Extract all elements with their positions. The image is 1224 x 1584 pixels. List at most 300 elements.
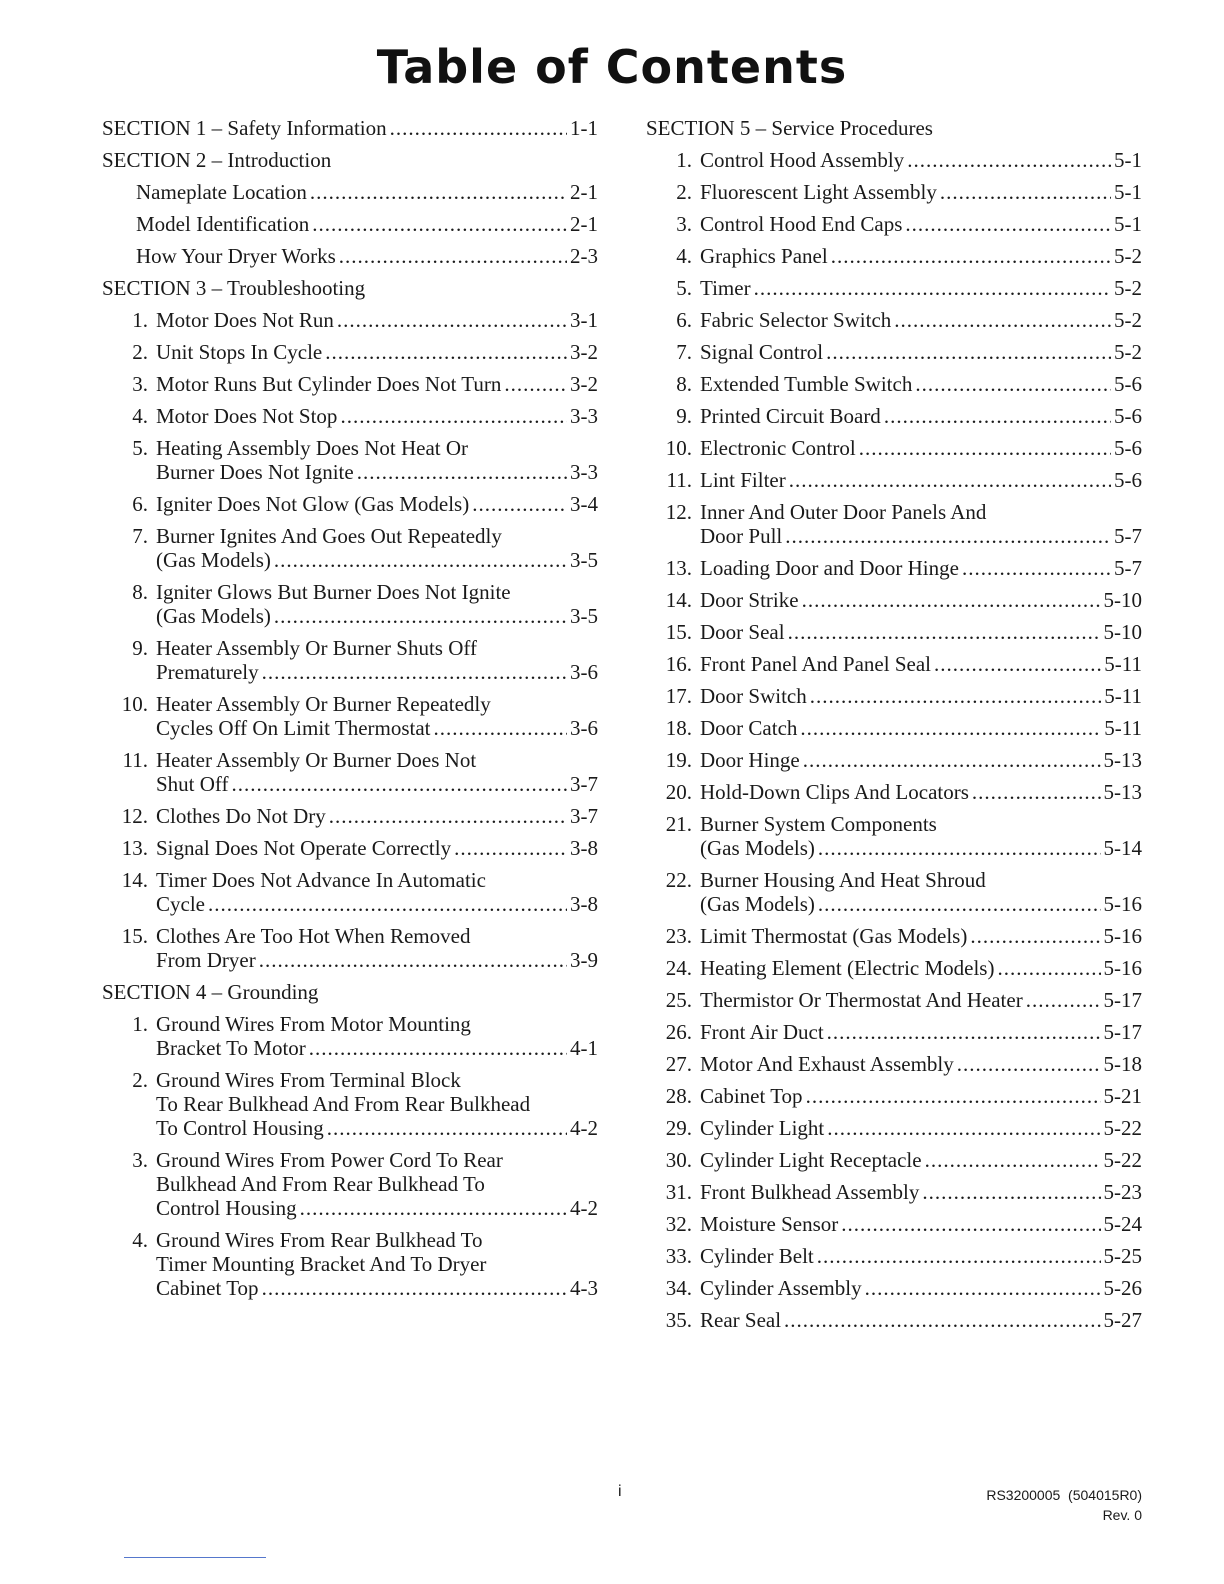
dot-leader [997,956,1100,980]
entry-number: 7. [132,524,148,548]
entry-title: To Control Housing [156,1116,324,1140]
entry-line [700,308,1142,332]
entry-title: Front Air Duct [700,1020,824,1044]
toc-entry[interactable] [646,244,1142,268]
dot-leader [922,1180,1100,1204]
entry-title: Heater Assembly Or Burner Repeatedly [156,692,491,716]
dot-leader [309,1036,567,1060]
toc-entry[interactable] [646,372,1142,396]
toc-entry[interactable] [646,812,1142,860]
entry-title: Timer [700,276,751,300]
entry-number: 8. [132,580,148,604]
page-ref: 5-1 [1114,212,1142,236]
page-ref: 5-7 [1114,524,1142,548]
entry-title: Timer Does Not Advance In Automatic [156,868,486,892]
entry-title: Front Panel And Panel Seal [700,652,931,676]
toc-entry[interactable] [646,1308,1142,1332]
dot-leader [970,924,1100,948]
toc-entry[interactable] [102,692,598,740]
entry-title: Burner System Components [700,812,937,836]
page-ref: 5-25 [1103,1244,1142,1268]
page-ref: 5-23 [1103,1180,1142,1204]
section-heading: SECTION 4 – Grounding [102,980,319,1004]
entry-line [700,684,1142,708]
entry-title: Clothes Are Too Hot When Removed [156,924,471,948]
entry-number: 10. [665,436,692,460]
toc-entry[interactable] [646,1212,1142,1236]
entry-number: 12. [121,804,148,828]
page-ref: 5-1 [1114,180,1142,204]
entry-line [156,1036,598,1060]
toc-entry[interactable] [646,180,1142,204]
entry-body [700,308,1142,332]
entry-number: 4. [132,1228,148,1252]
entry-body [700,468,1142,492]
entry-body [700,404,1142,428]
entry-number: 13. [665,556,692,580]
entry-title: Nameplate Location [136,180,307,204]
entry-title: To Rear Bulkhead And From Rear Bulkhead [156,1092,531,1116]
page-ref: 5-6 [1114,372,1142,396]
entry-body [700,924,1142,948]
page-ref: 4-2 [570,1196,598,1220]
entry-title: (Gas Models) [156,548,271,572]
dot-leader [806,1084,1101,1108]
page-ref: 5-7 [1114,556,1142,580]
dot-leader [754,276,1111,300]
dot-leader [894,308,1111,332]
entry-body [700,868,1142,916]
dot-leader [1026,988,1101,1012]
toc-entry[interactable] [646,620,1142,644]
toc-entry[interactable] [646,684,1142,708]
entry-line [156,836,598,860]
entry-body [700,780,1142,804]
toc-entry[interactable] [646,500,1142,548]
toc-entry[interactable] [646,436,1142,460]
toc-entry[interactable] [646,404,1142,428]
section-heading: SECTION 3 – Troubleshooting [102,276,366,300]
dot-leader [325,340,567,364]
entry-title: Hold-Down Clips And Locators [700,780,969,804]
page-ref: 5-6 [1114,404,1142,428]
toc-entry[interactable] [102,404,598,428]
toc-entry[interactable] [646,1244,1142,1268]
toc-entry[interactable] [102,436,598,484]
toc-entry[interactable] [102,804,598,828]
entry-title: Motor And Exhaust Assembly [700,1052,954,1076]
entry-number: 2. [132,1068,148,1092]
dot-leader [472,492,567,516]
entry-title: Cabinet Top [156,1276,259,1300]
entry-title: Graphics Panel [700,244,828,268]
entry-line [700,1020,1142,1044]
page-title: Table of Contents [376,40,848,94]
toc-entry[interactable] [646,868,1142,916]
toc-section [102,980,598,1300]
toc-entry[interactable] [646,956,1142,980]
toc-entry[interactable] [102,212,598,236]
page-ref: 5-14 [1103,836,1142,860]
dot-leader [329,804,567,828]
entry-number: 9. [132,636,148,660]
entry-title: Bracket To Motor [156,1036,306,1060]
entry-title: Motor Runs But Cylinder Does Not Turn [156,372,502,396]
entry-title: Unit Stops In Cycle [156,340,323,364]
entry-body [700,340,1142,364]
page-ref: 3-8 [570,836,598,860]
entry-title: Front Bulkhead Assembly [700,1180,920,1204]
entry-line [156,604,598,628]
page-ref: 5-24 [1103,1212,1142,1236]
toc-entry[interactable] [102,580,598,628]
toc-entry[interactable] [102,1012,598,1060]
page-ref: 5-1 [1114,148,1142,172]
page-ref: 5-13 [1103,748,1142,772]
entry-line [700,588,1142,612]
entry-body [156,692,598,740]
entry-body [156,924,598,972]
entry-number: 1. [132,308,148,332]
page-number: i [618,1483,622,1500]
entry-line [700,1116,1142,1140]
entry-title: Fabric Selector Switch [700,308,892,332]
entry-number: 4. [132,404,148,428]
dot-leader [831,244,1111,268]
entry-line [700,524,1142,548]
toc-entry[interactable] [646,988,1142,1012]
entry-number: 23. [665,924,692,948]
entry-body [700,812,1142,860]
entry-body [156,1228,598,1300]
entry-body [700,244,1142,268]
entry-title: Door Catch [700,716,798,740]
toc-entry[interactable] [646,340,1142,364]
toc-entry[interactable] [646,1020,1142,1044]
page-ref: 5-2 [1114,340,1142,364]
dot-leader [907,148,1111,172]
page-ref: 3-3 [570,460,598,484]
revision: Rev. 0 [1102,1507,1142,1523]
page-ref: 5-10 [1103,620,1142,644]
entry-title: Cylinder Light Receptacle [700,1148,922,1172]
entry-body [700,988,1142,1012]
toc-entry[interactable] [646,1180,1142,1204]
entry-line [700,748,1142,772]
toc-entry[interactable] [102,1068,598,1140]
entry-title: Extended Tumble Switch [700,372,913,396]
entry-title: Printed Circuit Board [700,404,881,428]
entry-body [156,492,598,516]
entry-title: Heater Assembly Or Burner Does Not [156,748,477,772]
page-ref: 5-2 [1114,308,1142,332]
dot-leader [818,892,1101,916]
entry-line [156,772,598,796]
toc-entry[interactable] [646,748,1142,772]
entry-number: 6. [676,308,692,332]
dot-leader [788,620,1101,644]
entry-number: 21. [665,812,692,836]
page-ref: 2-1 [570,212,598,236]
entry-number: 15. [665,620,692,644]
entry-body [700,500,1142,548]
page-ref: 4-1 [570,1036,598,1060]
entry-title: Door Hinge [700,748,800,772]
entry-title: How Your Dryer Works [136,244,336,268]
page-ref: 5-11 [1104,652,1142,676]
toc-entry[interactable] [646,148,1142,172]
dot-leader [817,1244,1101,1268]
entry-body [700,1276,1142,1300]
entry-line [156,460,598,484]
document-id: RS3200005 (504015R0) [986,1487,1142,1503]
dot-leader [827,1116,1100,1140]
page-ref: 4-3 [570,1276,598,1300]
toc-entry[interactable] [646,308,1142,332]
entry-line [700,620,1142,644]
entry-number: 31. [665,1180,692,1204]
entry-number: 11. [122,748,148,772]
entry-body [156,404,598,428]
entry-title: Door Seal [700,620,785,644]
toc-section [646,116,1142,1332]
toc-right-column [646,116,1142,1340]
section-heading: SECTION 5 – Service Procedures [646,116,933,140]
toc-entry[interactable] [102,748,598,796]
entry-body [700,180,1142,204]
entry-number: 13. [121,836,148,860]
dot-leader [232,772,567,796]
dot-leader [789,468,1111,492]
toc-entry[interactable] [646,1052,1142,1076]
page-ref: 4-2 [570,1116,598,1140]
dot-leader [925,1148,1101,1172]
page-ref: 3-9 [570,948,598,972]
entry-body [156,1068,598,1140]
entry-line [700,1212,1142,1236]
toc-entry[interactable] [102,636,598,684]
entry-title: Igniter Does Not Glow (Gas Models) [156,492,470,516]
toc-entry[interactable] [646,588,1142,612]
dot-leader [434,716,567,740]
entry-number: 18. [665,716,692,740]
toc-entry[interactable] [646,924,1142,948]
page-ref: 5-26 [1103,1276,1142,1300]
entry-number: 14. [121,868,148,892]
entry-number: 8. [676,372,692,396]
entry-title: Shut Off [156,772,229,796]
toc-entry[interactable] [646,1116,1142,1140]
page-ref: 3-1 [570,308,598,332]
page-ref: 3-5 [570,548,598,572]
entry-title: Timer Mounting Bracket And To Dryer [156,1252,487,1276]
page-ref: 5-17 [1103,1020,1142,1044]
entry-title: Clothes Do Not Dry [156,804,326,828]
dot-leader [962,556,1111,580]
dot-leader [340,404,567,428]
entry-body [700,1244,1142,1268]
entry-body [136,244,598,268]
dot-leader [208,892,567,916]
entry-number: 5. [676,276,692,300]
entry-body [700,1116,1142,1140]
toc-section [102,148,598,268]
entry-number: 2. [132,340,148,364]
entry-title: Fluorescent Light Assembly [700,180,937,204]
entry-title: Cycles Off On Limit Thermostat [156,716,431,740]
page-ref: 3-8 [570,892,598,916]
dot-leader [800,716,1101,740]
toc-entry[interactable] [646,276,1142,300]
page-ref: 5-11 [1104,684,1142,708]
entry-body [156,868,598,916]
toc-entry[interactable] [646,468,1142,492]
section-heading-link[interactable] [102,116,598,140]
entry-line [156,1196,598,1220]
page-ref: 5-17 [1103,988,1142,1012]
page-ref: 5-6 [1114,436,1142,460]
dot-leader [259,948,567,972]
toc-entry[interactable] [102,308,598,332]
entry-number: 6. [132,492,148,516]
entry-line [700,956,1142,980]
dot-leader [327,1116,567,1140]
entry-body [700,1148,1142,1172]
entry-line [156,1276,598,1300]
toc-entry[interactable] [646,652,1142,676]
dot-leader [312,212,567,236]
entry-number: 32. [665,1212,692,1236]
toc-entry[interactable] [102,524,598,572]
entry-body [136,180,598,204]
dot-leader [841,1212,1100,1236]
entry-number: 4. [676,244,692,268]
entry-body [156,804,598,828]
entry-title: Control Hood Assembly [700,148,905,172]
entry-line [700,436,1142,460]
entry-line [156,492,598,516]
dot-leader [337,308,567,332]
page-ref: 5-21 [1103,1084,1142,1108]
toc-entry[interactable] [102,244,598,268]
page-ref: 5-22 [1103,1148,1142,1172]
entry-title: Cabinet Top [700,1084,803,1108]
toc-entry[interactable] [102,1228,598,1300]
entry-number: 30. [665,1148,692,1172]
entry-line [700,716,1142,740]
entry-number: 3. [676,212,692,236]
entry-body [700,372,1142,396]
toc-entry[interactable] [646,1148,1142,1172]
entry-line [156,548,598,572]
toc-entry[interactable] [102,836,598,860]
entry-title: Door Pull [700,524,783,548]
entry-title: Ground Wires From Power Cord To Rear [156,1148,503,1172]
toc-entry[interactable] [102,492,598,516]
entry-body [700,1212,1142,1236]
section-heading-text: SECTION 1 – Safety Information [102,116,387,140]
entry-title: Cylinder Assembly [700,1276,862,1300]
toc-entry[interactable] [646,556,1142,580]
section-heading: SECTION 2 – Introduction [102,148,332,172]
dot-leader [859,436,1111,460]
entry-body [700,276,1142,300]
entry-title: Control Housing [156,1196,297,1220]
toc-entry[interactable] [102,372,598,396]
entry-body [700,684,1142,708]
entry-line [700,404,1142,428]
dot-leader [454,836,567,860]
entry-body [700,956,1142,980]
entry-line [700,924,1142,948]
toc-section [102,116,598,140]
page-ref: 5-27 [1103,1308,1142,1332]
entry-line [156,404,598,428]
entry-number: 3. [132,372,148,396]
entry-number: 27. [665,1052,692,1076]
toc-entry[interactable] [102,924,598,972]
entry-body [700,1180,1142,1204]
entry-number: 20. [665,780,692,804]
page-ref: 2-1 [570,180,598,204]
entry-title: Door Strike [700,588,799,612]
entry-body [700,1308,1142,1332]
entry-line [700,244,1142,268]
toc-entry[interactable] [646,1276,1142,1300]
entry-body [156,1148,598,1220]
entry-line [156,892,598,916]
entry-number: 16. [665,652,692,676]
entry-body [156,524,598,572]
entry-title: Electronic Control [700,436,856,460]
entry-line [156,660,598,684]
toc-entry[interactable] [646,716,1142,740]
page-ref: 3-7 [570,804,598,828]
page-ref: 5-16 [1103,892,1142,916]
toc-entry[interactable] [102,180,598,204]
entry-number: 19. [665,748,692,772]
entry-line [700,1084,1142,1108]
page-ref: 3-2 [570,372,598,396]
page-ref: 2-3 [570,244,598,268]
page-ref: 5-22 [1103,1116,1142,1140]
toc-entry[interactable] [102,1148,598,1220]
dot-leader [865,1276,1101,1300]
entry-title: Cylinder Belt [700,1244,814,1268]
entry-number: 35. [665,1308,692,1332]
entry-line [700,276,1142,300]
toc-entry[interactable] [646,1084,1142,1108]
entry-line [156,340,598,364]
toc-entry[interactable] [646,780,1142,804]
entry-line [156,308,598,332]
entry-body [136,212,598,236]
toc-entry[interactable] [102,868,598,916]
entry-title: Motor Does Not Run [156,308,334,332]
entry-body [700,148,1142,172]
entry-title: Motor Does Not Stop [156,404,338,428]
toc-entry[interactable] [102,340,598,364]
entry-body [700,212,1142,236]
entry-title: Ground Wires From Terminal Block [156,1068,461,1092]
toc-entry[interactable] [646,212,1142,236]
dot-leader [826,340,1111,364]
page-ref: 5-18 [1103,1052,1142,1076]
entry-title: Loading Door and Door Hinge [700,556,959,580]
entry-line [700,372,1142,396]
page-ref: 3-7 [570,772,598,796]
entry-number: 24. [665,956,692,980]
